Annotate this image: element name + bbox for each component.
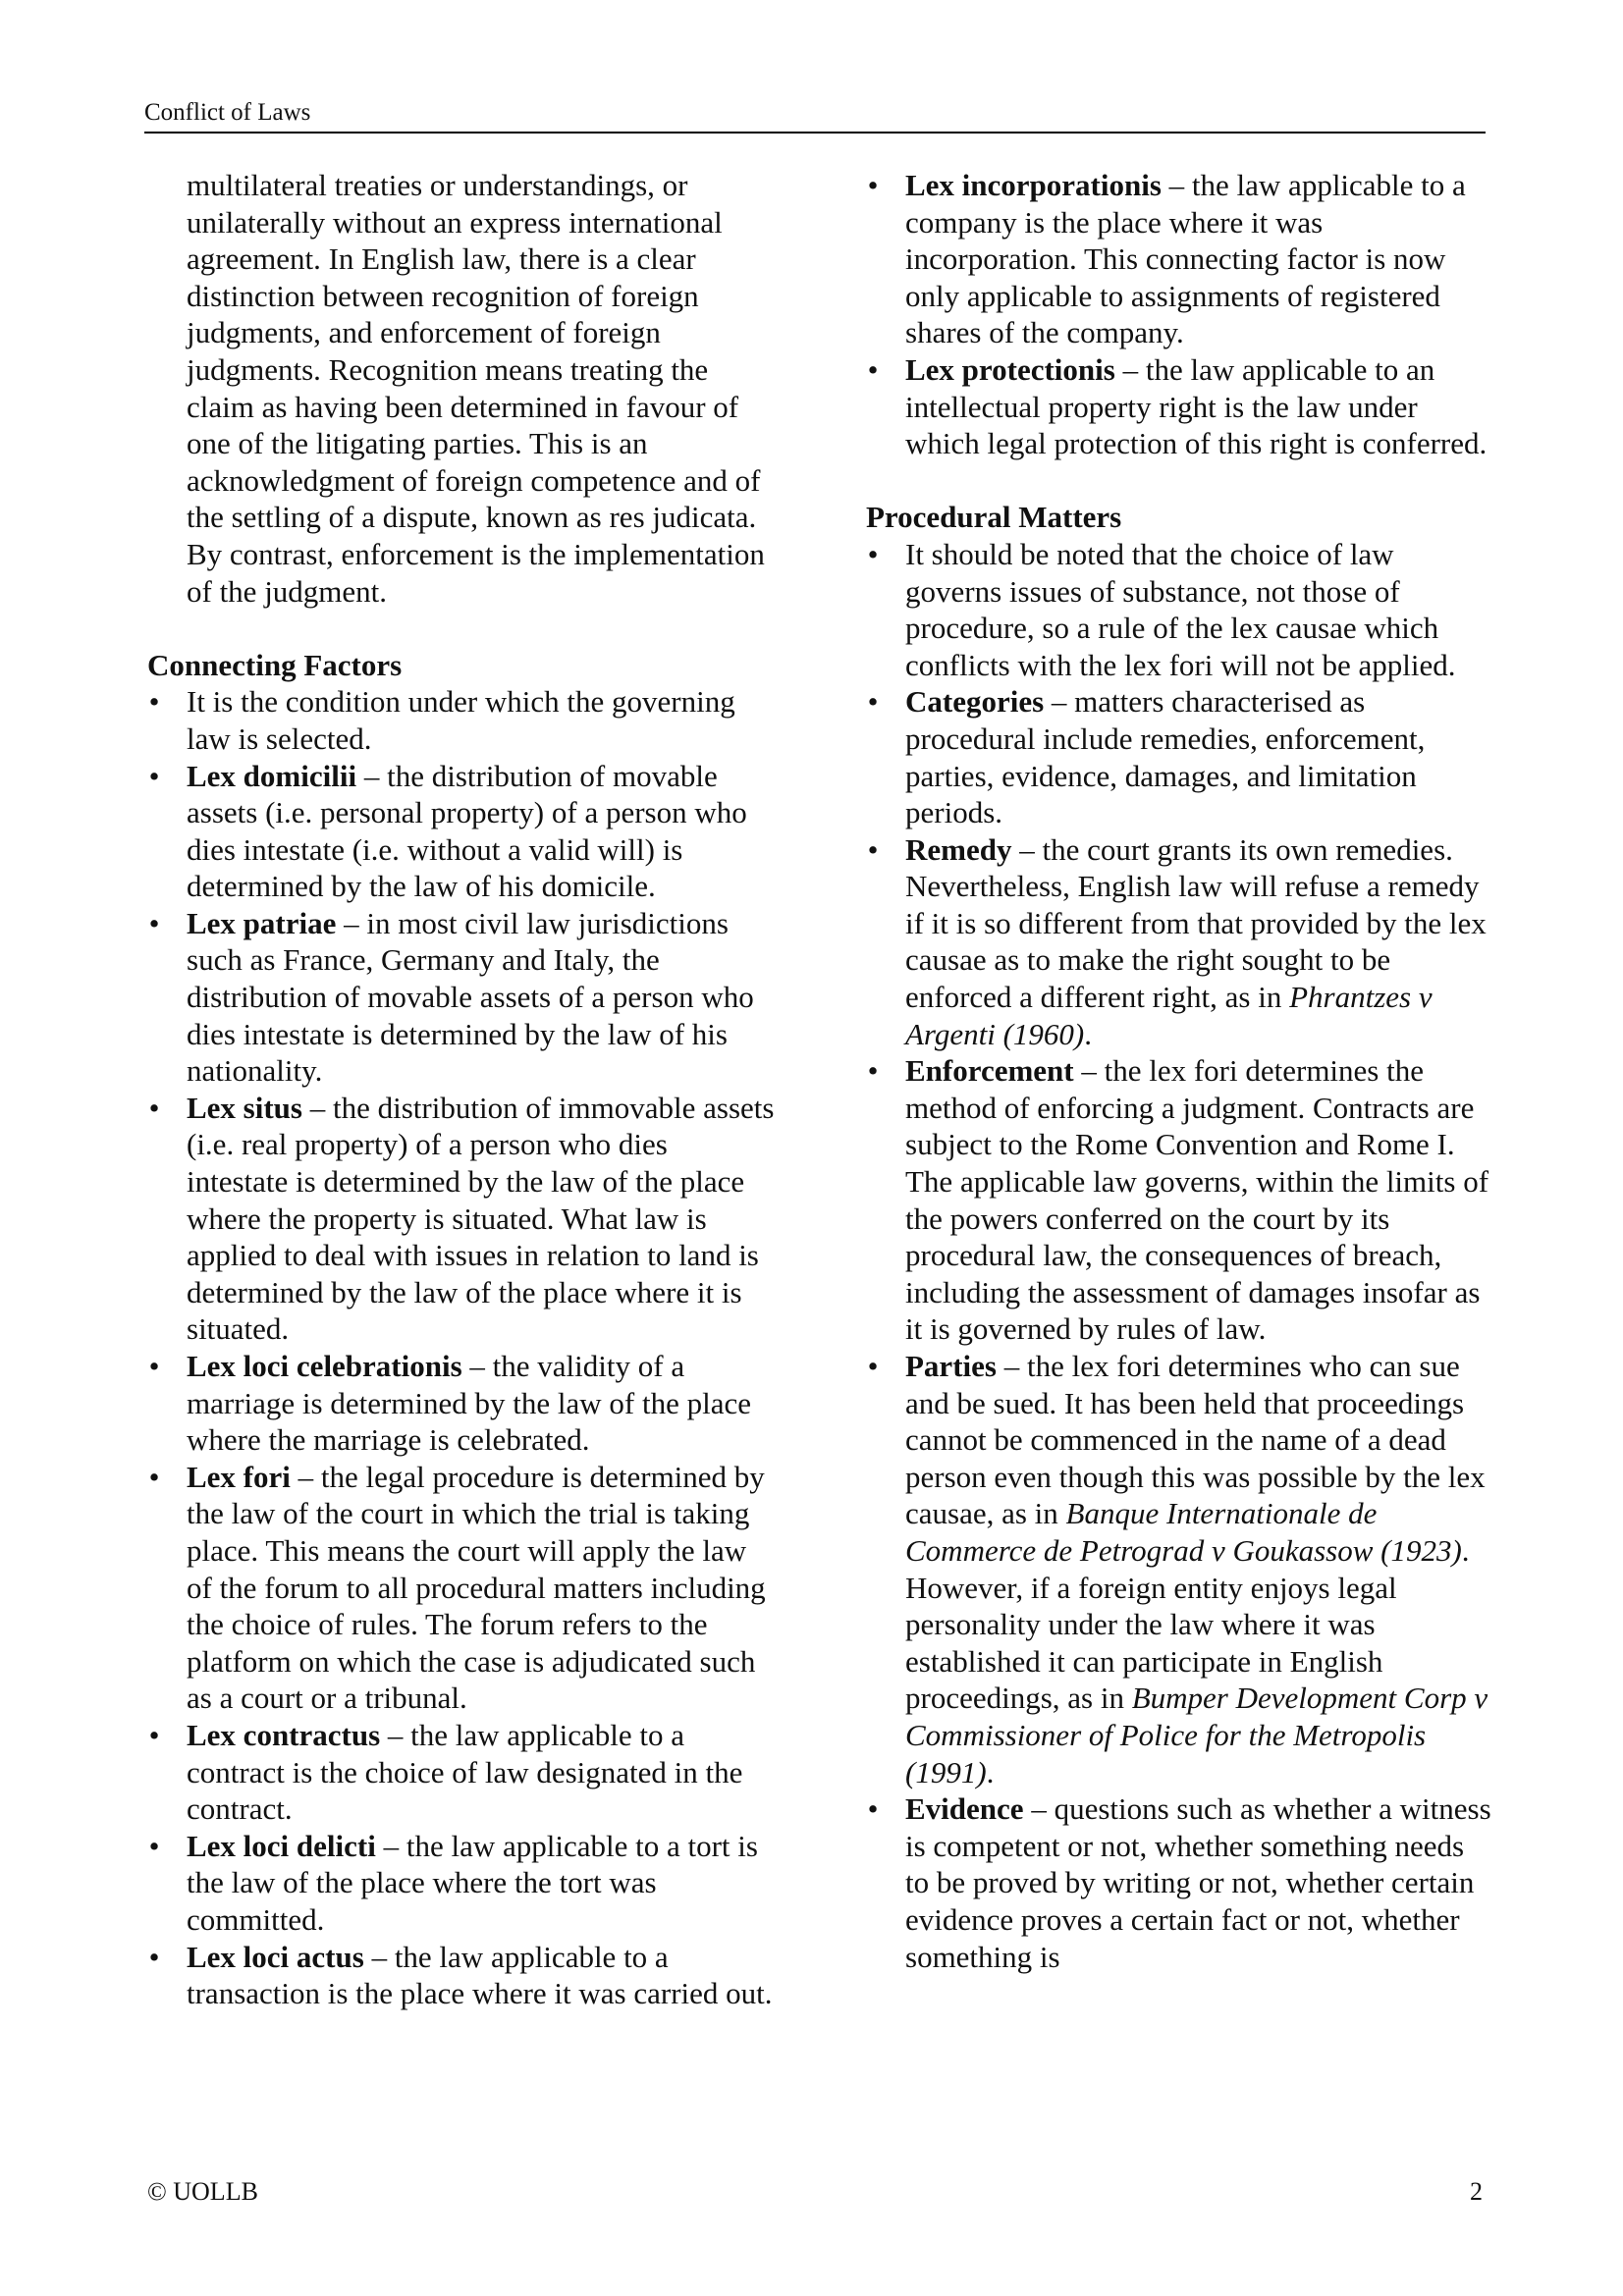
term-label: Categories [905,684,1045,720]
case-citation: Phrantzes v Argenti (1960) [905,980,1433,1051]
running-header [144,98,1486,133]
case-citation: Bumper Development Corp v Commissioner of Police for the Metropolis (1991) [905,1681,1488,1789]
list-item [147,1348,776,1459]
footer-copyright: © UOLLB [147,2177,258,2206]
term-label: Lex loci delicti [187,1828,376,1863]
list-item [147,1717,776,1828]
list-item [866,1790,1494,1975]
list-item [147,683,776,757]
right-column [866,167,1494,1975]
connecting-factors-list [147,683,776,2011]
intro-paragraph: multilateral treaties or understandings, or unilaterally without an express international agreement. In English law, there is a clear distinction between recognition of foreign judgments, and enforcement of foreign judgments. Recognition means treating the claim as having been determined in favour of one of the litigating parties. This is an acknowledgment of foreign competence and of the settling of a dispute, known as res judicata. By contrast, enforcement is the implementation of the judgment. [187,168,765,609]
item-text: – questions such as whether a witness is competent or not, whether something needs to be proved by writing or not, whether certain evidence proves a certain fact or not, whether something is [905,1791,1491,1974]
term-label: Lex incorporationis [905,168,1162,202]
item-text: – the law applicable to an intellectual property right is the law under which legal protection of this right is conferred. [905,351,1488,461]
procedural-matters-heading: Procedural Matters [866,500,1122,535]
item-text: – the validity of a marriage is determined by the law of the place where the marriage is celebrated. [187,1349,751,1458]
item-text: . [986,1754,995,1789]
connecting-factors-heading: Connecting Factors [147,647,403,682]
list-item [866,683,1494,830]
case-citation: Banque Internationale de Commerce de Petrograd v Goukassow (1923) [905,1496,1462,1568]
term-label: Lex patriae [187,905,337,940]
item-text: – the law applicable to a company is the place where it was incorporation. This connecting factor is now only applicable to assignments of registered shares of the company. [905,168,1466,350]
term-label: Parties [905,1349,997,1383]
term-label: Evidence [905,1791,1024,1827]
item-text: . However, if a foreign entity enjoys legal personality under the law where it was established it can participate in English proceedings, as in [905,1532,1470,1716]
term-label: Lex fori [187,1459,291,1494]
item-text: . [1084,1016,1092,1051]
header-title: Conflict of Laws [144,99,311,126]
list-item [866,831,1494,1053]
term-label: Lex situs [187,1090,302,1125]
item-text: – the lex fori determines the method of enforcing a judgment. Contracts are subject to the Rome Convention and Rome I. The applicable law governs, within the limits of the powers conferred on the court by its procedural law, the consequences of breach, including the assessment of damages insofar as it is governed by rules of law. [905,1053,1489,1347]
list-item [866,536,1494,683]
item-text: – the law applicable to a transaction is the place where it was carried out. [187,1939,773,2011]
list-item [147,1459,776,1717]
lex-continued-list [866,167,1494,462]
list-item [147,1939,776,2012]
item-text: It is the condition under which the governing law is selected. [187,684,735,756]
item-text: – the legal procedure is determined by the law of the court in which the trial is taking place. This means the court will apply the law of the forum to all procedural matters including the choice of rules. The forum refers to the platform on which the case is adjudicated such as a court or a tribunal. [187,1459,766,1716]
list-item [866,1052,1494,1348]
term-label: Enforcement [905,1053,1074,1089]
list-item [866,1348,1494,1790]
term-label: Lex loci actus [187,1939,364,1974]
item-text: – matters characterised as procedural include remedies, enforcement, parties, evidence, damages, and limitation periods. [905,684,1426,830]
page-number: 2 [1470,2177,1483,2206]
term-label: Remedy [905,831,1012,867]
list-item [147,905,776,1090]
procedural-matters-list [866,536,1494,1975]
item-text: It should be noted that the choice of law governs issues of substance, not those of procedure, so a rule of the lex causae which conflicts with the lex fori will not be applied. [905,536,1456,682]
list-item [147,758,776,905]
list-item [866,167,1494,351]
item-text: – the law applicable to a contract is the choice of law designated in the contract. [187,1717,743,1827]
item-text: – the lex fori determines who can sue and be sued. It has been held that proceedings cannot be commenced in the name of a dead person even though this was possible by the lex causae, as in [905,1349,1486,1531]
list-item [866,351,1494,462]
item-text: – the court grants its own remedies. Nevertheless, English law will refuse a remedy if it is so different from that provided by the lex causae as to make the right sought to be enforced a different right, as in [905,831,1487,1015]
term-label: Lex contractus [187,1717,381,1752]
term-label: Lex protectionis [905,351,1115,387]
left-column [147,167,776,2012]
item-text: – the distribution of movable assets (i.e. personal property) of a person who dies intestate (i.e. without a valid will) is determined by the law of his domicile. [187,758,747,904]
item-text: – in most civil law jurisdictions such as France, Germany and Italy, the distribution of movable assets of a person who dies intestate is determined by the law of his nationality. [187,905,754,1089]
term-label: Lex domicilii [187,758,357,793]
list-item [147,1828,776,1939]
term-label: Lex loci celebrationis [187,1349,462,1383]
item-text: – the law applicable to a tort is the law of the place where the tort was committed. [187,1828,758,1937]
list-item [147,1090,776,1348]
item-text: – the distribution of immovable assets (i.e. real property) of a person who dies intestate is determined by the law of the place where the property is situated. What law is applied to deal with issues in relation to land is determined by the law of the place where it is situated. [187,1090,775,1347]
